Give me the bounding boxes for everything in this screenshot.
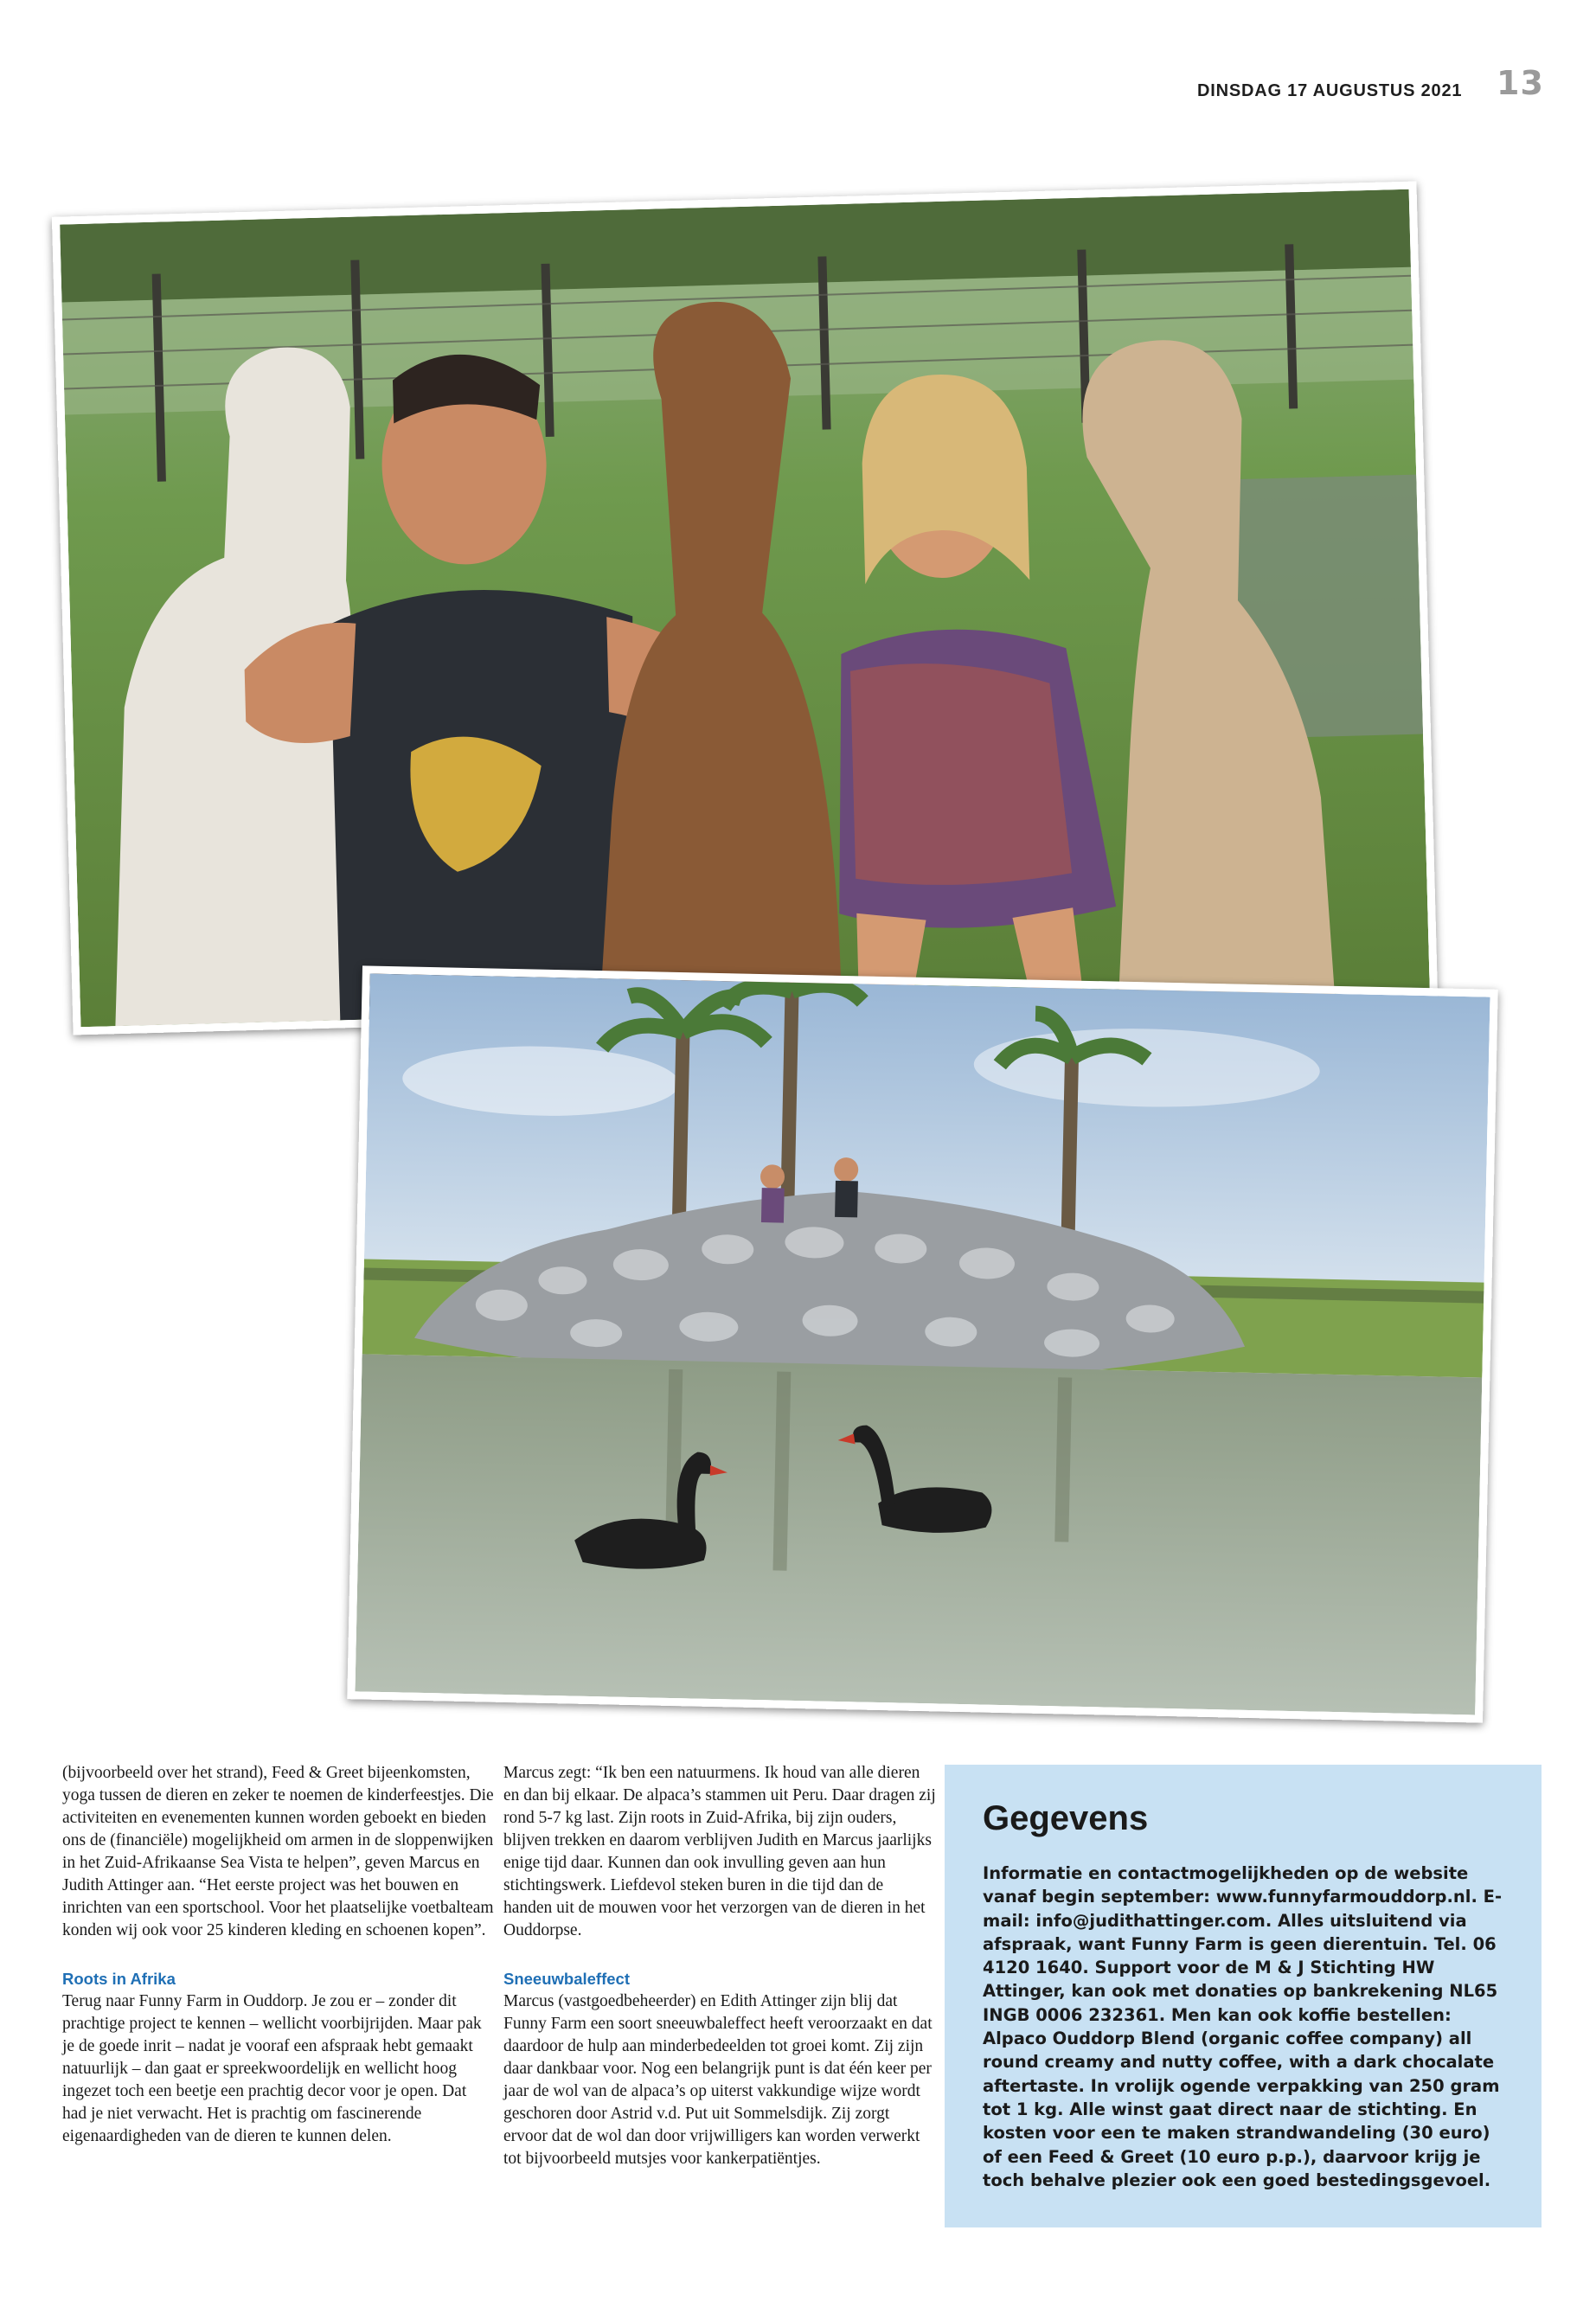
article-paragraph: Terug naar Funny Farm in Ouddorp. Je zou er – zonder dit prachtige project te kennen – wellicht voorbijrijden. Maar pak je de goede inrit – nadat je vooraf een afspraak hebt gemaakt natuurlijk – dan gaat er spreekwoordelijk en wellicht hoog ingezet toch een beetje een prachtig decor voor je open. Dat had je niet verwacht. Het is prachtig om fascinerende eigenaardigheden van de dieren te kunnen delen. — [62, 1992, 482, 2145]
issue-date: DINSDAG 17 AUGUSTUS 2021 — [1197, 81, 1463, 100]
pond-photo-icon — [355, 974, 1490, 1715]
info-box-text: Informatie en contactmogelijkheden op de website vanaf begin september: www.funnyfarmouddorp.nl. E-mail: info@judithattinger.com. Alles uitsluitend via afspraak, want Funny Farm is geen dierentuin. Tel. 06 4120 1640. Support voor de M & J Stichting HW Attinger, kan ook met donaties op bankrekening NL65 INGB 0006 232361. Men kan ook koffie bestellen: Alpaco Ouddorp Blend (organic coffee company) all round creamy and nutty coffee, with a dark chocalate aftertaste. In vrolijk ogende verpakking van 250 gram tot 1 kg. Alle winst gaat direct naar de stichting. En kosten voor een te maken strandwandeling (30 euro) of een Feed & Greet (10 euro p.p.), daarvoor krijg je toch behalve plezier ook een goed bestedingsgevoel. — [983, 1863, 1503, 2190]
article-column-2 — [503, 1762, 936, 2170]
article-paragraph: (bijvoorbeeld over het strand), Feed & Greet bijeenkomsten, yoga tussen de dieren en zeker te noemen de kinderfeestjes. Die activiteiten en evenementen kunnen worden geboekt en bieden ons de (financiële) mogelijkheid om armen in de sloppenwijken in het Zuid-Afrikaanse Sea Vista te helpen”, geven Marcus en Judith Attinger aan. “Het eerste project was het bouwen en inrichten van een sportschool. Voor het plaatselijke voetbalteam konden wij ook voor 25 kinderen kleding en schoenen kopen”. — [62, 1764, 494, 1939]
article-paragraph: Marcus zegt: “Ik ben een natuurmens. Ik houd van alle dieren en dan bij elkaar. De alpaca’s stammen uit Peru. Daar dragen zij rond 5-7 kg last. Zijn roots in Zuid-Afrika, bij zijn ouders, blijven trekken en daarom verblijven Judith en Marcus jaarlijks enige tijd daar. Kunnen dan ook invulling geven aan hun stichtingswerk. Liefdevol steken buren in die tijd dan de handen uit de mouwen voor het verzorgen van de dieren in het Ouddorpse. — [503, 1764, 936, 1939]
info-box-title: Gegevens — [983, 1799, 1149, 1837]
page-number: 13 — [1497, 64, 1544, 102]
alpaca-photo — [52, 182, 1438, 1035]
pond-photo — [347, 965, 1497, 1722]
alpaca-photo-icon — [60, 189, 1430, 1028]
subhead-roots-in-afrika: Roots in Afrika — [62, 1970, 176, 1988]
info-box-gegevens — [945, 1765, 1542, 2227]
article-column-1 — [62, 1762, 495, 2148]
article-paragraph: Marcus (vastgoedbeheerder) en Edith Attinger zijn blij dat Funny Farm een soort sneeuwbaleffect heeft veroorzaakt en dat daardoor de hulp aan minderbedeelden tot groei komt. Zij zijn daar dankbaar voor. Nog een belangrijk punt is dat één keer per jaar de wol van de alpaca’s op uiterst vakkundige wijze wordt geschoren door Astrid v.d. Put uit Sommelsdijk. Zij zorgt ervoor dat de wol dan door vrijwilligers kan worden verwerkt tot bijvoorbeeld mutsjes voor kankerpatiëntjes. — [503, 1992, 933, 2168]
subhead-sneeuwbaleffect: Sneeuwbaleffect — [503, 1970, 630, 1988]
